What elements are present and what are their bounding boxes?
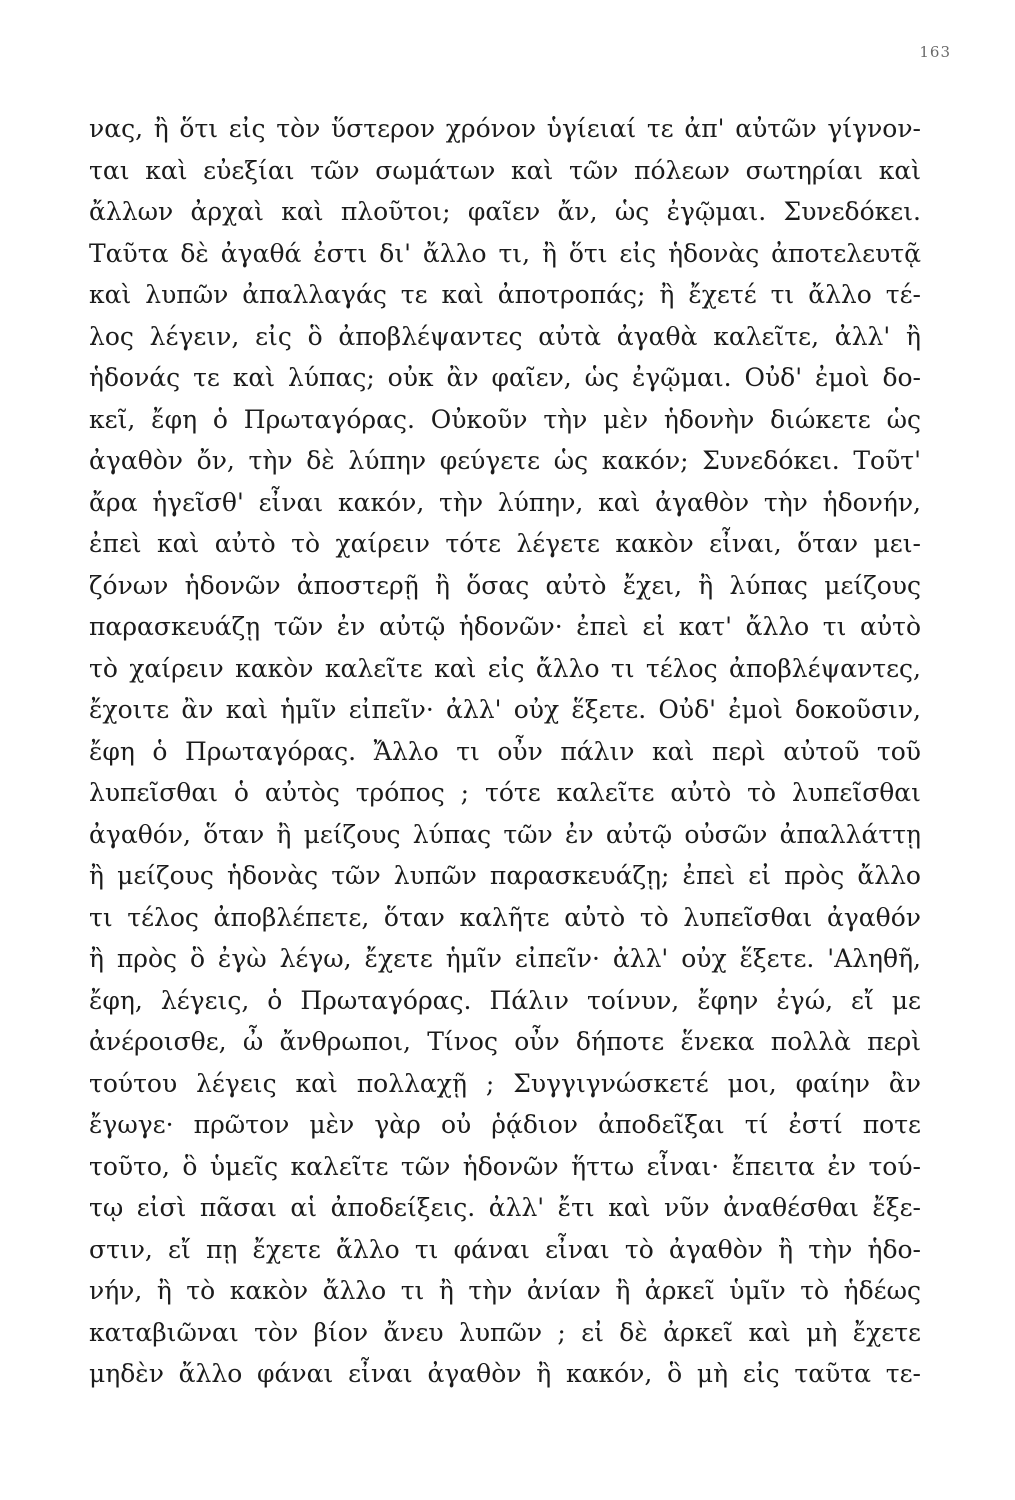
text-line: ἄλλων ἀρχαὶ καὶ πλοῦτοι; φαῖεν ἄν, ὡς ἐγῷμαι. Συνεδόκει. bbox=[89, 197, 921, 226]
text-line: στιν, εἴ πῃ ἔχετε ἄλλο τι φάναι εἶναι τὸ ἀγαθὸν ἢ τὴν ἡδο- bbox=[89, 1234, 921, 1264]
text-line: ἀγαθόν, ὅταν ἢ μείζους λύπας τῶν ἐν αὐτῷ οὐσῶν ἀπαλλάττῃ bbox=[89, 819, 921, 849]
text-line: κεῖ, ἔφη ὁ Πρωταγόρας. Οὐκοῦν τὴν μὲν ἡδονὴν διώκετε ὡς bbox=[89, 404, 921, 434]
text-line: λος λέγειν, εἰς ὃ ἀποβλέψαντες αὐτὰ ἀγαθὰ καλεῖτε, ἀλλ' ἢ bbox=[89, 321, 921, 351]
text-line: νήν, ἢ τὸ κακὸν ἄλλο τι ἢ τὴν ἀνίαν ἢ ἀρκεῖ ὑμῖν τὸ ἡδέως bbox=[89, 1276, 921, 1305]
text-line: τῳ εἰσὶ πᾶσαι αἱ ἀποδείξεις. ἀλλ' ἔτι καὶ νῦν ἀναθέσθαι ἔξε- bbox=[89, 1193, 921, 1222]
text-line: λυπεῖσθαι ὁ αὐτὸς τρόπος ; τότε καλεῖτε αὐτὸ τὸ λυπεῖσθαι bbox=[89, 778, 921, 807]
text-line: ἔχοιτε ἂν καὶ ἡμῖν εἰπεῖν· ἀλλ' οὐχ ἕξετε. Οὐδ' ἐμοὶ δοκοῦσιν, bbox=[89, 695, 921, 724]
text-line: τοῦτο, ὃ ὑμεῖς καλεῖτε τῶν ἡδονῶν ἥττω εἶναι· ἔπειτα ἐν τού- bbox=[89, 1151, 921, 1181]
text-line: ἔγωγε· πρῶτον μὲν γὰρ οὐ ῥᾴδιον ἀποδεῖξαι τί ἐστί ποτε bbox=[89, 1110, 921, 1139]
text-line: ζόνων ἡδονῶν ἀποστερῇ ἢ ὅσας αὐτὸ ἔχει, ἢ λύπας μείζους bbox=[89, 570, 921, 600]
text-line: ἀνέροισθε, ὦ ἄνθρωποι, Τίνος οὖν δήποτε ἕνεκα πολλὰ περὶ bbox=[89, 1027, 921, 1056]
text-line: Ταῦτα δὲ ἀγαθά ἐστι δι' ἄλλο τι, ἢ ὅτι εἰς ἡδονὰς ἀποτελευτᾷ bbox=[89, 238, 921, 268]
text-line: ἄρα ἡγεῖσθ' εἶναι κακόν, τὴν λύπην, καὶ ἀγαθὸν τὴν ἡδονήν, bbox=[89, 487, 921, 517]
text-line: ἢ πρὸς ὃ ἐγὼ λέγω, ἔχετε ἡμῖν εἰπεῖν· ἀλλ' οὐχ ἕξετε. 'Αληθῆ, bbox=[89, 944, 921, 973]
text-line: παρασκευάζῃ τῶν ἐν αὐτῷ ἡδονῶν· ἐπεὶ εἰ κατ' ἄλλο τι αὐτὸ bbox=[89, 612, 921, 641]
text-line: ἔφη ὁ Πρωταγόρας. Ἄλλο τι οὖν πάλιν καὶ περὶ αὐτοῦ τοῦ bbox=[89, 736, 921, 766]
text-line: ἔφη, λέγεις, ὁ Πρωταγόρας. Πάλιν τοίνυν, ἔφην ἐγώ, εἴ με bbox=[89, 985, 921, 1015]
text-line: τι τέλος ἀποβλέπετε, ὅταν καλῆτε αὐτὸ τὸ λυπεῖσθαι ἀγαθόν bbox=[89, 902, 921, 932]
text-line: καταβιῶναι τὸν βίον ἄνευ λυπῶν ; εἰ δὲ ἀρκεῖ καὶ μὴ ἔχετε bbox=[89, 1317, 921, 1347]
text-line: μηδὲν ἄλλο φάναι εἶναι ἀγαθὸν ἢ κακόν, ὃ μὴ εἰς ταῦτα τε- bbox=[89, 1359, 921, 1388]
text-line: ἡδονάς τε καὶ λύπας; οὐκ ἂν φαῖεν, ὡς ἐγῷμαι. Οὐδ' ἐμοὶ δο- bbox=[89, 363, 921, 392]
body-text bbox=[89, 108, 921, 1395]
text-line: τούτου λέγεις καὶ πολλαχῇ ; Συγγιγνώσκετέ μοι, φαίην ἂν bbox=[89, 1068, 921, 1098]
text-line: ται καὶ εὐεξίαι τῶν σωμάτων καὶ τῶν πόλεων σωτηρίαι καὶ bbox=[89, 155, 921, 185]
text-line: ἀγαθὸν ὄν, τὴν δὲ λύπην φεύγετε ὡς κακόν; Συνεδόκει. Τοῦτ' bbox=[89, 446, 921, 475]
text-line: τὸ χαίρειν κακὸν καλεῖτε καὶ εἰς ἄλλο τι τέλος ἀποβλέψαντες, bbox=[89, 653, 921, 683]
text-line: ἢ μείζους ἡδονὰς τῶν λυπῶν παρασκευάζῃ; ἐπεὶ εἰ πρὸς ἄλλο bbox=[89, 861, 921, 890]
text-line: καὶ λυπῶν ἀπαλλαγάς τε καὶ ἀποτροπάς; ἢ ἔχετέ τι ἄλλο τέ- bbox=[89, 280, 921, 309]
text-line: ἐπεὶ καὶ αὐτὸ τὸ χαίρειν τότε λέγετε κακὸν εἶναι, ὅταν μει- bbox=[89, 529, 921, 558]
page-number: 163 bbox=[919, 43, 951, 61]
text-line: νας, ἢ ὅτι εἰς τὸν ὕστερον χρόνον ὑγίειαί τε ἀπ' αὐτῶν γίγνον- bbox=[89, 114, 921, 143]
